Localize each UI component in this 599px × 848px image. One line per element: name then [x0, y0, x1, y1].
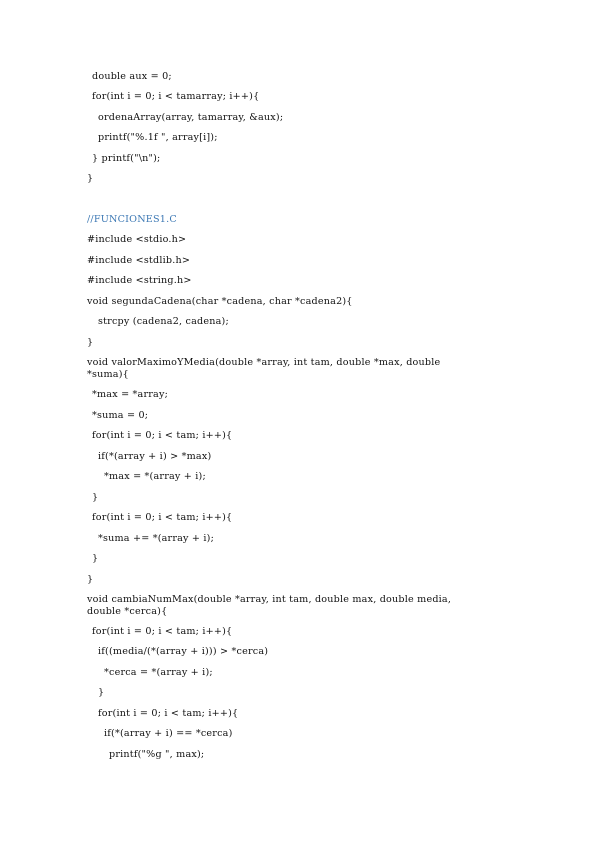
code-line: for(int i = 0; i < tam; i++){ — [98, 708, 239, 719]
code-line: } — [87, 173, 94, 184]
code-line: } — [98, 687, 105, 698]
code-line: *suma = 0; — [92, 410, 149, 421]
code-line: void cambiaNumMax(double *array, int tam, double max, double media, — [87, 594, 452, 605]
code-line: strcpy (cadena2, cadena); — [98, 316, 229, 327]
code-line: void segundaCadena(char *cadena, char *cadena2){ — [87, 296, 353, 307]
code-line: if((media/(*(array + i))) > *cerca) — [98, 646, 269, 657]
code-line: *cerca = *(array + i); — [104, 667, 213, 678]
code-line: if(*(array + i) > *max) — [98, 451, 212, 462]
code-line: *suma){ — [87, 369, 129, 380]
code-line: for(int i = 0; i < tam; i++){ — [92, 626, 233, 637]
code-line: #include <stdlib.h> — [87, 255, 191, 266]
code-line: *suma += *(array + i); — [98, 533, 215, 544]
code-line: #include <string.h> — [87, 275, 192, 286]
code-line: if(*(array + i) == *cerca) — [104, 728, 233, 739]
code-line: printf("%.1f ", array[i]); — [98, 132, 218, 143]
code-line: void valorMaximoYMedia(double *array, int tam, double *max, double — [87, 357, 441, 368]
code-line: *max = *array; — [92, 389, 169, 400]
code-line: double aux = 0; — [92, 71, 172, 82]
code-line: printf("%g ", max); — [109, 749, 205, 760]
file-comment: //FUNCIONES1.C — [87, 214, 177, 225]
code-line: double *cerca){ — [87, 606, 168, 617]
code-line: } printf("\n"); — [92, 153, 161, 164]
code-line: } — [92, 553, 99, 564]
code-line: ordenaArray(array, tamarray, &aux); — [98, 112, 284, 123]
code-line: } — [92, 492, 99, 503]
code-line: #include <stdio.h> — [87, 234, 187, 245]
code-line: } — [87, 337, 94, 348]
code-line: for(int i = 0; i < tam; i++){ — [92, 430, 233, 441]
code-line: } — [87, 574, 94, 585]
code-line: *max = *(array + i); — [104, 471, 206, 482]
code-line: for(int i = 0; i < tam; i++){ — [92, 512, 233, 523]
code-line: for(int i = 0; i < tamarray; i++){ — [92, 91, 260, 102]
